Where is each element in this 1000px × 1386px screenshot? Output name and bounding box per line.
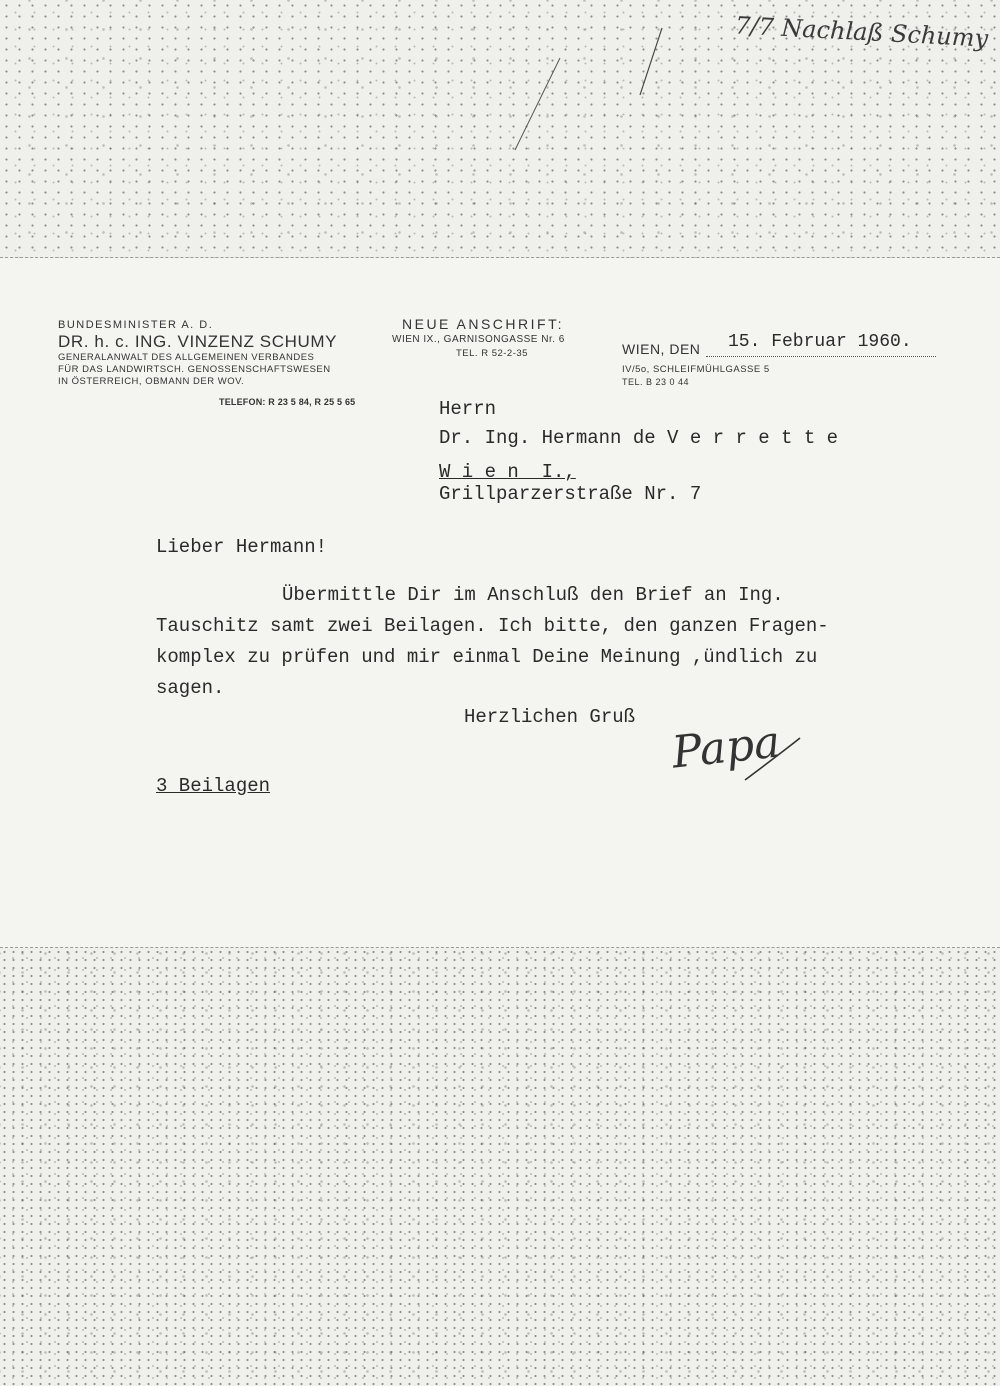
body-line-4: sagen. — [156, 677, 225, 699]
body-line-3: komplex zu prüfen und mir einmal Deine Meinung ,ündlich zu — [156, 646, 818, 668]
body-line-1: Übermittle Dir im Anschluß den Brief an Ing. — [282, 584, 784, 606]
date-dotted-line — [706, 356, 936, 357]
greeting: Lieber Hermann! — [156, 536, 328, 558]
date-block-address: IV/5o, SCHLEIFMÜHLGASSE 5 — [622, 364, 770, 375]
letterhead-telefon: TELEFON: R 23 5 84, R 25 5 65 — [219, 397, 356, 407]
fold-line-bottom — [0, 947, 1000, 949]
signature-flourish — [0, 720, 1000, 810]
date-block-tel: TEL. B 23 0 44 — [622, 377, 690, 387]
letterhead-sub-1: GENERALANWALT DES ALLGEMEINEN VERBANDES — [58, 352, 315, 363]
body-line-2: Tauschitz samt zwei Beilagen. Ich bitte, den ganzen Fragen- — [156, 615, 829, 637]
archive-note: 7/7 Nachlaß Schumy — [734, 11, 989, 53]
photocopy-noise-bottom — [0, 948, 1000, 1386]
letterhead-name: DR. h. c. ING. VINZENZ SCHUMY — [58, 332, 338, 351]
recipient-street: Grillparzerstraße Nr. 7 — [439, 483, 702, 505]
new-address-heading: NEUE ANSCHRIFT: — [402, 316, 564, 332]
recipient-herrn: Herrn — [439, 398, 497, 420]
new-address-street: WIEN IX., GARNISONGASSE Nr. 6 — [392, 334, 565, 345]
recipient-city: W i e n I., — [439, 461, 576, 483]
signature: Papa — [669, 716, 783, 779]
letterhead-title: BUNDESMINISTER A. D. — [58, 319, 214, 331]
enclosures: 3 Beilagen — [156, 775, 271, 797]
recipient-name: Dr. Ing. Hermann de V e r r e t t e — [439, 427, 839, 449]
closing: Herzlichen Gruß — [464, 706, 636, 728]
date-place-label: WIEN, DEN — [622, 341, 701, 357]
letter-date: 15. Februar 1960. — [728, 332, 912, 352]
new-address-tel: TEL. R 52-2-35 — [456, 348, 528, 359]
letterhead-sub-3: IN ÖSTERREICH, OBMANN DER WOV. — [58, 376, 245, 387]
letterhead-sub-2: FÜR DAS LANDWIRTSCH. GENOSSENSCHAFTSWESEN — [58, 364, 331, 375]
